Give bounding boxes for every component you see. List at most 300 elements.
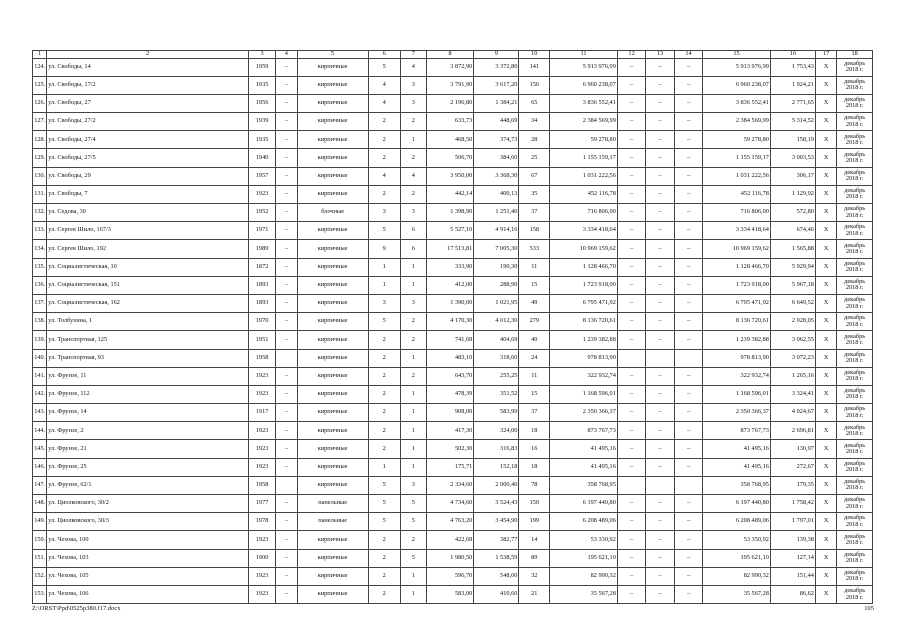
table-row	[33, 404, 873, 422]
table-cell: 483,10	[426, 349, 473, 367]
table-cell: –	[646, 585, 674, 603]
table-cell: декабрь 2018 г.	[837, 240, 873, 258]
table-cell: 151,44	[770, 567, 815, 585]
table-cell: 412,00	[426, 276, 473, 294]
table-cell: –	[276, 222, 297, 240]
table-cell: 1 168 596,01	[703, 385, 771, 403]
column-number-cell: 10	[519, 51, 550, 59]
table-cell: 82 990,32	[550, 567, 618, 585]
table-cell: 978 813,90	[550, 349, 618, 367]
table-cell: 3 872,90	[426, 58, 473, 76]
table-cell: –	[674, 458, 702, 476]
table-cell: –	[617, 258, 645, 276]
table-cell: –	[646, 549, 674, 567]
table-cell: 741,68	[426, 331, 473, 349]
table-cell: 5 913 976,99	[703, 58, 771, 76]
table-cell: 144.	[33, 422, 47, 440]
table-cell: X	[815, 513, 836, 531]
table-row	[33, 113, 873, 131]
table-cell: декабрь 2018 г.	[837, 404, 873, 422]
table-cell: –	[674, 240, 702, 258]
table-cell: 6 208 489,06	[703, 513, 771, 531]
table-cell: 2	[368, 149, 400, 167]
table-cell: 4 914,16	[474, 222, 519, 240]
table-cell: 1 251,40	[474, 204, 519, 222]
table-cell: 6 649,52	[770, 294, 815, 312]
table-cell: панельные	[297, 495, 368, 513]
table-cell: 141.	[33, 367, 47, 385]
table-cell: X	[815, 404, 836, 422]
table-cell: –	[276, 58, 297, 76]
table-cell: ул. Свободы, 17/2	[47, 76, 249, 94]
table-cell: кирпичные	[297, 76, 368, 94]
table-cell: –	[276, 513, 297, 531]
table-cell: 6	[400, 222, 426, 240]
table-cell: ул. Транспортная, 93	[47, 349, 249, 367]
table-cell: 1	[368, 458, 400, 476]
table-cell: 4 012,30	[474, 313, 519, 331]
table-cell: 1957	[248, 167, 275, 185]
table-cell: X	[815, 531, 836, 549]
column-number-cell: 8	[426, 51, 473, 59]
table-cell: X	[815, 240, 836, 258]
table-cell: 410,60	[474, 585, 519, 603]
table-cell: –	[617, 131, 645, 149]
table-cell: –	[276, 276, 297, 294]
table-cell: 1951	[248, 331, 275, 349]
table-cell: декабрь 2018 г.	[837, 167, 873, 185]
table-cell: ул. Свободы, 27	[47, 94, 249, 112]
table-cell: ул. Фрунзе, 11	[47, 367, 249, 385]
table-cell: 1917	[248, 404, 275, 422]
table-cell: 2	[400, 531, 426, 549]
table-cell: –	[276, 131, 297, 149]
table-cell: 417,30	[426, 422, 473, 440]
table-cell: 3 334 418,64	[703, 222, 771, 240]
table-cell: кирпичные	[297, 167, 368, 185]
table-cell: 1 031 222,56	[550, 167, 618, 185]
table-cell: 138.	[33, 313, 47, 331]
table-cell: 4	[400, 58, 426, 76]
table-cell: 572,80	[770, 204, 815, 222]
table-cell: декабрь 2018 г.	[837, 76, 873, 94]
column-number-cell: 4	[276, 51, 297, 59]
table-cell: 1	[400, 258, 426, 276]
table-cell: 2	[368, 185, 400, 203]
table-cell: 1 390,00	[426, 294, 473, 312]
table-cell: –	[646, 458, 674, 476]
table-cell: ул. Циолковского, 30/3	[47, 513, 249, 531]
table-cell: 533	[519, 240, 550, 258]
table-cell: –	[674, 76, 702, 94]
table-cell: 5	[368, 495, 400, 513]
table-cell: 583,00	[426, 585, 473, 603]
table-cell: 140.	[33, 349, 47, 367]
table-cell: 4	[368, 76, 400, 94]
table-cell: декабрь 2018 г.	[837, 276, 873, 294]
table-cell: 28	[519, 131, 550, 149]
table-cell: 1	[400, 567, 426, 585]
table-cell: 1 021,95	[474, 294, 519, 312]
table-cell: 1	[400, 385, 426, 403]
table-cell: 2 696,81	[770, 422, 815, 440]
table-cell: –	[674, 222, 702, 240]
table-row	[33, 495, 873, 513]
table-cell: 59 278,80	[550, 131, 618, 149]
table-cell: 3 524,43	[474, 495, 519, 513]
table-cell: кирпичные	[297, 404, 368, 422]
table-cell: –	[646, 258, 674, 276]
table-cell: декабрь 2018 г.	[837, 385, 873, 403]
table-row	[33, 76, 873, 94]
table-cell: 1940	[248, 149, 275, 167]
table-cell: –	[674, 513, 702, 531]
table-cell: 133.	[33, 222, 47, 240]
table-cell: X	[815, 349, 836, 367]
table-cell: кирпичные	[297, 94, 368, 112]
table-cell: 2	[400, 149, 426, 167]
table-cell: 37	[519, 204, 550, 222]
table-cell: 2 196,80	[426, 94, 473, 112]
table-cell: –	[674, 385, 702, 403]
table-cell: 873 767,73	[550, 422, 618, 440]
table-row	[33, 385, 873, 403]
table-cell: –	[276, 404, 297, 422]
table-cell: кирпичные	[297, 131, 368, 149]
table-cell: 908,00	[426, 404, 473, 422]
table-cell: 1923	[248, 367, 275, 385]
table-cell: 5	[400, 495, 426, 513]
table-cell: –	[617, 567, 645, 585]
table-cell: 1923	[248, 422, 275, 440]
table-cell: 34	[519, 113, 550, 131]
table-cell: 1 155 159,17	[703, 149, 771, 167]
table-cell: панельные	[297, 513, 368, 531]
table-cell: –	[646, 567, 674, 585]
table-cell: кирпичные	[297, 276, 368, 294]
table-cell: –	[674, 276, 702, 294]
table-cell: –	[646, 313, 674, 331]
table-cell: 3 372,80	[474, 58, 519, 76]
table-cell: 86,62	[770, 585, 815, 603]
table-cell: ул. Свободы, 7	[47, 185, 249, 203]
table-cell: 2	[368, 385, 400, 403]
table-cell: 316,83	[474, 440, 519, 458]
table-cell: –	[617, 240, 645, 258]
table-cell: 6 208 489,06	[550, 513, 618, 531]
page-number: 105	[864, 605, 874, 612]
table-cell: 3 836 552,41	[703, 94, 771, 112]
table-cell: 3 324,41	[770, 385, 815, 403]
table-cell: 40	[519, 331, 550, 349]
table-cell: 442,14	[426, 185, 473, 203]
table-row	[33, 367, 873, 385]
table-cell: X	[815, 331, 836, 349]
table-cell: –	[646, 495, 674, 513]
table-cell: X	[815, 567, 836, 585]
table-cell: X	[815, 258, 836, 276]
table-cell: 5	[368, 58, 400, 76]
table-cell: 1872	[248, 258, 275, 276]
table-cell: 2 771,65	[770, 94, 815, 112]
table-cell: 1956	[248, 94, 275, 112]
table-cell: декабрь 2018 г.	[837, 185, 873, 203]
table-cell: ул. Свободы, 27/4	[47, 131, 249, 149]
table-cell: 199	[519, 513, 550, 531]
table-row	[33, 58, 873, 76]
table-cell: –	[617, 149, 645, 167]
column-number-cell: 3	[248, 51, 275, 59]
table-cell: –	[646, 513, 674, 531]
table-cell: 146.	[33, 458, 47, 476]
table-cell: 1958	[248, 349, 275, 367]
table-cell: 126.	[33, 94, 47, 112]
table-cell: –	[674, 258, 702, 276]
table-cell: декабрь 2018 г.	[837, 222, 873, 240]
table-cell: 1939	[248, 113, 275, 131]
table-cell: 130,97	[770, 440, 815, 458]
table-cell	[646, 476, 674, 494]
table-row	[33, 422, 873, 440]
table-cell: 5	[368, 222, 400, 240]
table-row	[33, 513, 873, 531]
table-cell: 135.	[33, 258, 47, 276]
table-cell: X	[815, 385, 836, 403]
column-number-cell: 6	[368, 51, 400, 59]
table-cell: 1 980,50	[426, 549, 473, 567]
table-cell: 2	[368, 367, 400, 385]
table-cell: 358 768,95	[703, 476, 771, 494]
table-cell: 1	[400, 349, 426, 367]
table-cell: декабрь 2018 г.	[837, 349, 873, 367]
table-cell: X	[815, 422, 836, 440]
table-cell: 4	[368, 94, 400, 112]
table-cell: декабрь 2018 г.	[837, 440, 873, 458]
table-cell: 873 767,73	[703, 422, 771, 440]
table-cell: 158	[519, 222, 550, 240]
table-cell: кирпичные	[297, 222, 368, 240]
table-cell: 143.	[33, 404, 47, 422]
table-cell: X	[815, 367, 836, 385]
table-cell: 1	[368, 276, 400, 294]
table-cell: 3	[400, 294, 426, 312]
table-cell: 3	[400, 76, 426, 94]
table-cell: –	[617, 385, 645, 403]
table-row	[33, 531, 873, 549]
table-cell: 1 538,59	[474, 549, 519, 567]
column-number-cell: 16	[770, 51, 815, 59]
table-cell: ул. Толбухина, 1	[47, 313, 249, 331]
table-cell: кирпичные	[297, 549, 368, 567]
table-cell: ул. Сергея Шило, 192	[47, 240, 249, 258]
table-cell: –	[674, 440, 702, 458]
table-cell: кирпичные	[297, 185, 368, 203]
column-number-cell: 17	[815, 51, 836, 59]
table-cell: декабрь 2018 г.	[837, 458, 873, 476]
table-cell: 9	[368, 240, 400, 258]
table-cell: ул. Социалистическая, 162	[47, 294, 249, 312]
table-cell: –	[617, 222, 645, 240]
table-cell: 125.	[33, 76, 47, 94]
table-cell: 1 239 382,88	[703, 331, 771, 349]
table-row	[33, 276, 873, 294]
table-cell: 306,17	[770, 167, 815, 185]
table-cell: ул. Фрунзе, 25	[47, 458, 249, 476]
table-cell: X	[815, 495, 836, 513]
table-cell: 3	[400, 94, 426, 112]
table-cell: –	[276, 185, 297, 203]
table-cell: декабрь 2018 г.	[837, 204, 873, 222]
table-cell: 384,60	[474, 149, 519, 167]
table-cell: 1977	[248, 495, 275, 513]
table-cell: 152.	[33, 567, 47, 585]
table-cell: 1 723 918,00	[703, 276, 771, 294]
table-cell: 1952	[248, 204, 275, 222]
table-cell: –	[617, 458, 645, 476]
table-cell: декабрь 2018 г.	[837, 367, 873, 385]
table-cell: 1923	[248, 531, 275, 549]
table-cell: ул. Фрунзе, 2	[47, 422, 249, 440]
table-cell: –	[276, 367, 297, 385]
table-cell: 18	[519, 422, 550, 440]
table-cell: 1	[400, 404, 426, 422]
table-cell: 158,19	[770, 131, 815, 149]
table-cell: 1935	[248, 76, 275, 94]
table-cell: 179,35	[770, 476, 815, 494]
table-row	[33, 185, 873, 203]
table-cell: 1 758,42	[770, 495, 815, 513]
table-cell: –	[276, 440, 297, 458]
table-cell: 139,38	[770, 531, 815, 549]
table-row	[33, 331, 873, 349]
table-cell	[674, 476, 702, 494]
table-cell: 6 960 238,07	[550, 76, 618, 94]
table-cell: –	[674, 294, 702, 312]
table-cell: 3	[368, 294, 400, 312]
table-cell: 643,70	[426, 367, 473, 385]
table-row	[33, 313, 873, 331]
table-cell: 322 932,74	[703, 367, 771, 385]
table-cell: 6 197 440,80	[550, 495, 618, 513]
table-cell: 4 024,67	[770, 404, 815, 422]
table-cell: –	[617, 167, 645, 185]
housing-table	[32, 50, 873, 604]
table-cell: кирпичные	[297, 476, 368, 494]
table-cell: –	[617, 495, 645, 513]
table-cell: 1 129,92	[770, 185, 815, 203]
table-cell: декабрь 2018 г.	[837, 258, 873, 276]
table-cell: 3	[368, 204, 400, 222]
table-cell: 1	[400, 422, 426, 440]
table-cell: ул. Фрунзе, 21	[47, 440, 249, 458]
table-cell: 1989	[248, 240, 275, 258]
table-cell: 2	[400, 113, 426, 131]
table-cell: –	[617, 113, 645, 131]
table-cell: –	[276, 495, 297, 513]
table-cell: декабрь 2018 г.	[837, 149, 873, 167]
table-cell: 15	[519, 385, 550, 403]
table-cell: X	[815, 76, 836, 94]
table-cell: 2	[368, 549, 400, 567]
table-cell: 4 763,20	[426, 513, 473, 531]
table-cell: кирпичные	[297, 331, 368, 349]
table-cell: –	[646, 331, 674, 349]
table-cell: декабрь 2018 г.	[837, 495, 873, 513]
column-number-cell: 7	[400, 51, 426, 59]
table-cell: 41 495,16	[550, 440, 618, 458]
table-row	[33, 258, 873, 276]
table-cell: –	[646, 185, 674, 203]
table-cell: X	[815, 131, 836, 149]
table-cell: 478,39	[426, 385, 473, 403]
table-cell: 1935	[248, 131, 275, 149]
table-cell: кирпичные	[297, 422, 368, 440]
table-cell: –	[617, 585, 645, 603]
table-cell: 279	[519, 313, 550, 331]
table-cell: –	[617, 440, 645, 458]
table-cell: 124.	[33, 58, 47, 76]
table-cell: 422,68	[426, 531, 473, 549]
table-cell: 1 128 466,70	[703, 258, 771, 276]
table-cell: 150.	[33, 531, 47, 549]
table-cell: X	[815, 458, 836, 476]
table-cell: –	[276, 385, 297, 403]
table-cell: 153.	[33, 585, 47, 603]
table-cell: 452 116,78	[550, 185, 618, 203]
table-cell: 37	[519, 404, 550, 422]
table-cell: 2	[368, 349, 400, 367]
table-cell: 1 128 466,70	[550, 258, 618, 276]
table-cell: 3 334 418,64	[550, 222, 618, 240]
table-cell: 139.	[33, 331, 47, 349]
table-cell: 16	[519, 440, 550, 458]
table-cell: 67	[519, 167, 550, 185]
table-cell: декабрь 2018 г.	[837, 331, 873, 349]
table-cell: 502,30	[426, 440, 473, 458]
table-cell: –	[617, 313, 645, 331]
table-cell: 1923	[248, 440, 275, 458]
table-cell: декабрь 2018 г.	[837, 567, 873, 585]
table-cell: 1893	[248, 294, 275, 312]
table-cell: 1 155 159,17	[550, 149, 618, 167]
table-cell: 404,69	[474, 331, 519, 349]
table-cell: 11	[519, 258, 550, 276]
table-cell: 190,30	[474, 258, 519, 276]
table-cell: 53 350,92	[703, 531, 771, 549]
table-cell: кирпичные	[297, 458, 368, 476]
table-cell: 10 969 159,62	[703, 240, 771, 258]
table-cell: 131.	[33, 185, 47, 203]
table-cell: 2 384 569,99	[550, 113, 618, 131]
table-cell: 548,00	[474, 567, 519, 585]
table-cell: 716 806,00	[703, 204, 771, 222]
table-cell: 1923	[248, 458, 275, 476]
table-cell	[276, 476, 297, 494]
table-cell: 41 495,16	[703, 440, 771, 458]
table-cell: ул. Чехова, 103	[47, 549, 249, 567]
table-cell: –	[276, 113, 297, 131]
table-cell: 130.	[33, 167, 47, 185]
column-number-row	[33, 51, 873, 59]
table-row	[33, 476, 873, 494]
table-cell: ул. Социалистическая, 10	[47, 258, 249, 276]
column-number-cell: 9	[474, 51, 519, 59]
table-cell: 2	[368, 331, 400, 349]
table-cell: 129.	[33, 149, 47, 167]
table-cell: –	[617, 294, 645, 312]
table-cell: –	[276, 549, 297, 567]
table-cell: X	[815, 167, 836, 185]
